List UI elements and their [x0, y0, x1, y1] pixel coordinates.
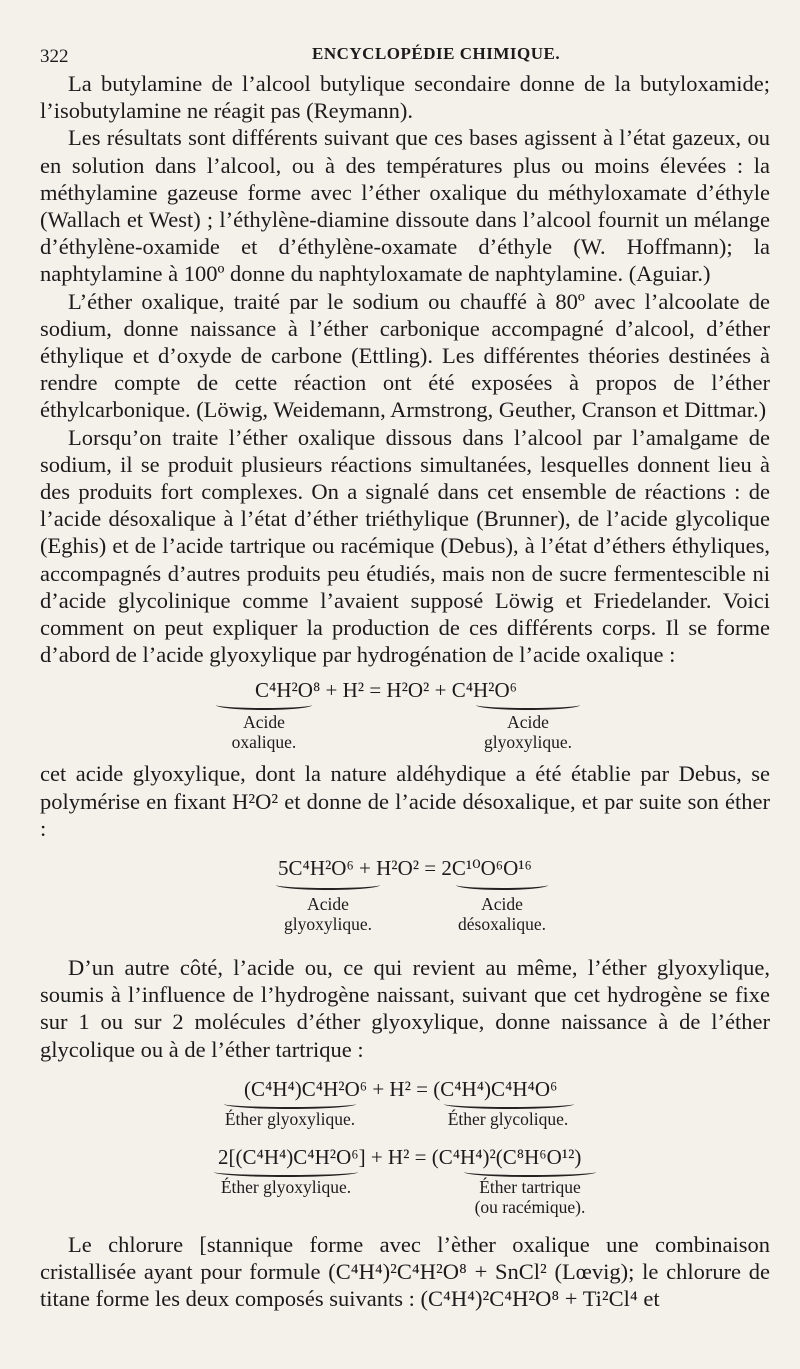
- page: [40, 36, 770, 1313]
- brace-right: [476, 700, 580, 710]
- equation-1-label-right: Acide glyoxylique.: [484, 712, 572, 753]
- equation-1: [40, 668, 770, 760]
- equation-2-formula: 5C⁴H²O⁶ + H²O² = 2C¹⁰O⁶O¹⁶: [278, 856, 532, 881]
- brace-right: [464, 1167, 596, 1177]
- paragraph-4: Lorsqu’on traite l’éther oxalique dissous dans l’alcool par l’amalgame de sodium, il se produit plusieurs réactions simultanées, lesquelles donnent lieu à des produits fort complexes. On a signalé dans cet ensemble de réactions : de l’acide désoxalique à l’état d’éther triéthylique (Brunner), de l’acide glycolique (Eghis) et de l’acide tartrique ou racémique (Debus), à l’état d’éthers éthyliques, accompagnés d’autres produits peu étudiés, mais non de sucre fermentescible ni d’acide glycolinique comme l’avaient supposé Löwig et Friedelander. Voici comment on peut expliquer la production de ces différents corps. Il se forme d’abord de l’acide glyoxylique par hydrogénation de l’acide oxalique :: [40, 424, 770, 668]
- equation-4-formula: 2[(C⁴H⁴)C⁴H²O⁶] + H² = (C⁴H⁴)²(C⁸H⁶O¹²): [218, 1144, 582, 1169]
- equation-4-label-left: Éther glyoxylique.: [220, 1176, 352, 1197]
- brace-left: [214, 1167, 358, 1177]
- equation-2-label-left: Acide glyoxylique.: [284, 894, 372, 935]
- equation-2-label-right: Acide désoxalique.: [458, 894, 546, 935]
- equation-2: [40, 842, 770, 954]
- brace-right: [456, 880, 548, 890]
- paragraph-5: cet acide glyoxylique, dont la nature aldéhydique a été établie par Debus, se polymérise en fixant H²O² et donne de l’acide désoxalique, et par suite son éther :: [40, 761, 770, 841]
- brace-left: [276, 880, 380, 890]
- equation-3-label-right: Éther glycolique.: [447, 1108, 569, 1129]
- paragraph-7: Le chlorure [stannique forme avec l’èther oxalique une combinaison cristallisée ayant pour formule (C⁴H⁴)²C⁴H²O⁸ + SnCl² (Lœvig); le chlorure de titane forme les deux composés suivants : (C⁴H⁴)²C⁴H²O⁸ + Ti²Cl⁴ et: [40, 1231, 770, 1312]
- paragraph-2: Les résultats sont différents suivant que ces bases agissent à l’état gazeux, ou en solution dans l’alcool, ou à des températures plus ou moins élevées : la méthylamine gazeuse forme avec l’éther oxalique du méthyloxamate d’éthyle (Wallach et West) ; l’éthylène-diamine dissoute dans l’alcool fournit un mélange d’éthylène-oxamide et d’éthylène-oxamate d’éthyle (W. Hoffmann); la naphtylamine à 100º donne du naphtyloxamate de naphtylamine. (Aguiar.): [40, 125, 770, 287]
- brace-right: [444, 1099, 574, 1109]
- equation-1-label-left: Acide oxalique.: [231, 712, 297, 753]
- equation-4: [40, 1133, 770, 1231]
- running-title: ENCYCLOPÉDIE CHIMIQUE.: [312, 44, 561, 63]
- paragraph-6: D’un autre côté, l’acide ou, ce qui revient au même, l’éther glyoxylique, soumis à l’influence de l’hydrogène naissant, suivant que cet hydrogène se fixe sur 1 ou sur 2 molécules d’éther glyoxylique, donne naissance à de l’éther glycolique ou à de l’éther tartrique :: [40, 955, 770, 1062]
- page-header: [40, 36, 770, 70]
- brace-left: [224, 1099, 356, 1109]
- page-number: 322: [40, 46, 69, 67]
- equation-3: [40, 1063, 770, 1133]
- paragraph-1: La butylamine de l’alcool butylique secondaire donne de la butyloxamide; l’isobutylamine ne réagit pas (Reymann).: [40, 71, 770, 124]
- paragraph-3: L’éther oxalique, traité par le sodium ou chauffé à 80º avec l’alcoolate de sodium, donne naissance à l’éther carbonique accompagné d’alcool, d’éther éthylique et d’oxyde de carbone (Ettling). Les différentes théories destinées à rendre compte de cette réaction ont été exposées à propos de l’éther éthylcarbonique. (Löwig, Weidemann, Armstrong, Geuther, Cranson et Dittmar.): [40, 288, 770, 423]
- brace-left: [216, 700, 312, 710]
- equation-3-formula: (C⁴H⁴)C⁴H²O⁶ + H² = (C⁴H⁴)C⁴H⁴O⁶: [244, 1076, 558, 1101]
- equation-3-label-left: Éther glyoxylique.: [224, 1108, 356, 1129]
- equation-1-formula: C⁴H²O⁸ + H² = H²O² + C⁴H²O⁶: [255, 678, 517, 703]
- equation-4-label-right: Éther tartrique (ou racémique).: [474, 1176, 586, 1217]
